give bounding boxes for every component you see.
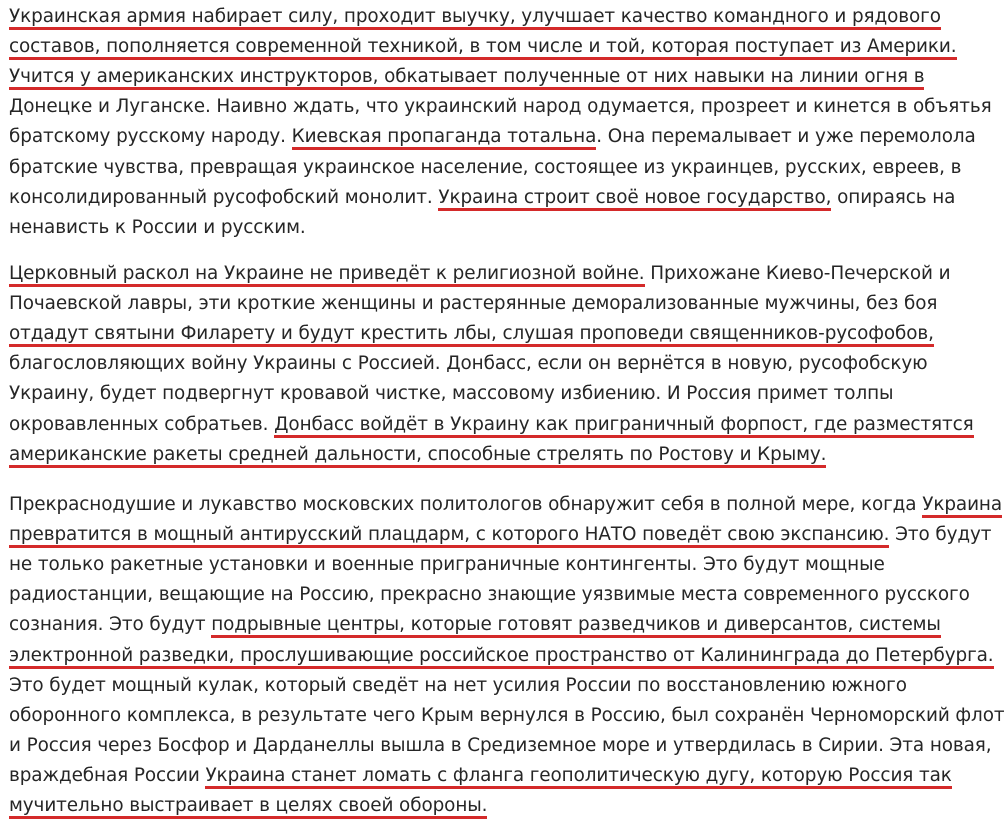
- text-segment: радиостанции, вещающие на Россию, прекрасно знающие уязвимые места современного русского: [9, 584, 970, 606]
- underlined-phrase: составов, пополняется современной техникой, в том числе и той, которая поступает из Америки.: [9, 36, 957, 60]
- underlined-phrase: электронной разведки, прослушивающие российское пространство от Калининграда до Петербурга.: [9, 645, 994, 669]
- underlined-phrase: подрывные центры, которые готовят разведчиков и диверсантов, системы: [211, 614, 941, 638]
- text-line: [9, 731, 992, 761]
- text-line: [9, 183, 955, 213]
- underlined-phrase: Украина строит своё новое государство,: [438, 187, 831, 211]
- text-line: [9, 92, 992, 122]
- text-segment: Почаевской лавры, эти кроткие женщины и растерянные деморализованные мужчины, без боя: [9, 293, 938, 315]
- text-line: [9, 319, 934, 349]
- text-segment: Это будут: [889, 524, 992, 546]
- underlined-phrase: американские ракеты средней дальности, способные стрелять по Ростову и Крыму.: [9, 444, 826, 468]
- text-line: [9, 379, 893, 409]
- text-line: [9, 791, 487, 821]
- text-line: [9, 213, 306, 243]
- text-line: [9, 671, 907, 701]
- underlined-phrase: Церковный раскол на Украине не приведёт к религиозной войне.: [9, 263, 645, 287]
- text-segment: сознания. Это будут: [9, 614, 212, 636]
- text-line: [9, 32, 957, 62]
- text-segment: Украину, будет подвергнут кровавой чистке, массовому избиению. И Россия примет толпы: [9, 383, 894, 405]
- text-line: [9, 490, 1002, 520]
- text-line: [9, 440, 826, 470]
- text-line: [9, 520, 991, 550]
- text-segment: окровавленных собратьев.: [9, 413, 275, 435]
- text-line: [9, 289, 937, 319]
- text-line: [9, 153, 961, 183]
- text-segment: не только ракетные установки и военные приграничные контингенты. Это будут мощные: [9, 554, 885, 576]
- text-line: [9, 701, 1004, 731]
- text-segment: Прекраснодушие и лукавство московских политологов обнаружит себя в полной мере, когда: [9, 494, 923, 515]
- underlined-phrase: отдадут святыни Филарету и будут крестить лбы, слушая проповеди священников-русофобов,: [9, 323, 934, 347]
- text-segment: опираясь на: [831, 186, 956, 208]
- text-line: [9, 641, 994, 671]
- underlined-phrase: Донбасс войдёт в Украину как приграничный форпост, где разместятся: [274, 414, 973, 438]
- text-line: [9, 410, 974, 440]
- text-line: [9, 122, 976, 152]
- text-segment: враждебная России: [9, 764, 206, 786]
- text-segment: братскому русскому народу.: [9, 126, 292, 148]
- underlined-phrase: Украинская армия набирает силу, проходит выучку, улучшает качество командного и рядового: [9, 6, 941, 30]
- text-segment: Донецке и Луганске. Наивно ждать, что украинский народ одумается, прозреет и кинется в объятья: [9, 96, 992, 118]
- text-segment: братские чувства, превращая украинское население, состоящее из украинцев, русских, евреев, в: [9, 156, 962, 178]
- underlined-phrase: превратится в мощный антирусский плацдарм, с которого НАТО поведёт свою экспансию.: [9, 524, 889, 548]
- underlined-phrase: Киевская пропаганда тотальна: [292, 126, 597, 150]
- text-line: [9, 550, 885, 580]
- text-segment: консолидированный русофобский монолит.: [9, 186, 439, 208]
- text-line: [9, 2, 941, 32]
- text-line: [9, 610, 941, 640]
- text-segment: благословляющих войну Украины с Россией. Донбасс, если он вернётся в новую, русофобскую: [9, 353, 928, 375]
- text-line: [9, 349, 928, 379]
- text-segment: . Она перемалывает и уже перемолола: [596, 126, 976, 148]
- text-segment: Это будет мощный кулак, который сведёт на нет усилия России по восстановлению южного: [9, 674, 907, 696]
- underlined-phrase: мучительно выстраивает в целях своей обороны.: [9, 795, 487, 819]
- underlined-phrase: Украина: [922, 494, 1002, 518]
- text-line: [9, 580, 970, 610]
- underlined-phrase: Учится у американских инструкторов, обкатывает полученные от них навыки на линии огня в: [9, 66, 924, 90]
- text-line: [9, 62, 924, 92]
- underlined-phrase: Украина станет ломать с фланга геополитическую дугу, которую Россия так: [205, 765, 951, 789]
- text-line: [9, 761, 952, 791]
- text-segment: Прихожане Киево-Печерской и: [644, 263, 951, 284]
- text-segment: оборонного комплекса, в результате чего Крым вернулся в Россию, был сохранён Черноморский флот: [9, 704, 1004, 726]
- text-segment: ненависть к России и русским.: [9, 216, 306, 238]
- text-segment: и Россия через Босфор и Дарданеллы вышла в Средиземное море и утвердилась в Сирии. Эта новая,: [9, 734, 992, 756]
- text-line: [9, 259, 950, 289]
